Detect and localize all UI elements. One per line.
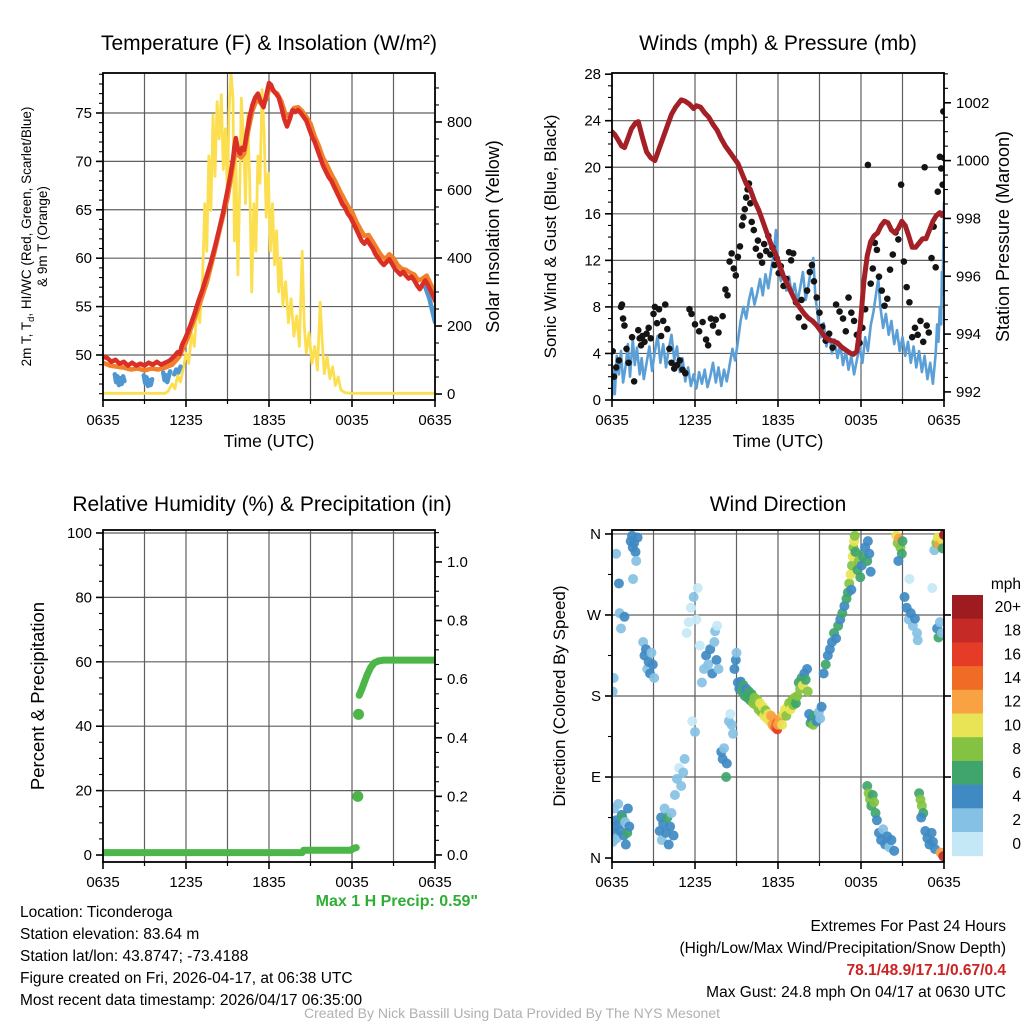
chart-title: Temperature (F) & Insolation (W/m²) [100,32,438,55]
svg-text:1835: 1835 [761,874,795,891]
svg-text:0635: 0635 [927,874,961,891]
svg-text:4: 4 [592,345,601,363]
svg-text:200: 200 [447,318,473,336]
svg-text:18: 18 [1003,622,1021,640]
svg-text:0635: 0635 [927,412,961,429]
svg-text:& 9m T (Orange): & 9m T (Orange) [35,186,50,287]
svg-text:1.0: 1.0 [447,553,468,571]
svg-text:0035: 0035 [335,412,369,429]
svg-text:65: 65 [75,201,92,219]
extremes-values: 78.1/48.9/17.1/0.67/0.4 [846,962,1006,979]
svg-text:0: 0 [83,847,92,865]
svg-text:8: 8 [592,298,601,316]
svg-text:1002: 1002 [956,94,990,112]
max-precip-note: Max 1 H Precip: 0.59" [315,893,478,910]
extremes-subtitle: (High/Low/Max Wind/Precipitation/Snow Depth) [679,940,1006,957]
svg-text:2: 2 [1012,812,1021,830]
svg-text:0635: 0635 [418,412,452,429]
svg-text:600: 600 [447,181,473,199]
svg-text:996: 996 [956,268,982,286]
svg-text:12: 12 [1003,693,1021,711]
svg-text:N: N [590,850,601,868]
svg-text:60: 60 [75,653,92,671]
max-gust: Max Gust: 24.8 mph On 04/17 at 0630 UTC [706,984,1006,1001]
speed-colorbar [952,576,1021,856]
svg-text:Time (UTC): Time (UTC) [223,431,315,451]
chart-title: Winds (mph) & Pressure (mb) [639,32,917,55]
extremes-title: Extremes For Past 24 Hours [810,918,1006,935]
svg-text:8: 8 [1012,741,1021,759]
svg-text:1235: 1235 [169,874,203,891]
series-precipitation-points [352,709,364,802]
station-location: Location: Ticonderoga [20,904,173,921]
panel-winds-mph-pressure-mb [541,32,1013,451]
svg-text:0.0: 0.0 [447,846,468,864]
svg-text:16: 16 [1003,646,1021,664]
svg-text:Direction (Colored By Speed): Direction (Colored By Speed) [550,585,569,807]
station-latlon: Station lat/lon: 43.8747; -73.4188 [20,948,249,965]
svg-text:992: 992 [956,383,982,401]
svg-text:10: 10 [1003,717,1021,735]
svg-text:0635: 0635 [595,412,629,429]
station-elevation: Station elevation: 83.64 m [20,926,200,943]
figure-created: Figure created on Fri, 2026-04-17, at 06:38 UTC [20,970,353,987]
svg-text:0635: 0635 [86,412,120,429]
panel-temperature-f-insolation-w-m [19,32,503,451]
svg-text:N: N [590,525,601,543]
svg-text:0: 0 [592,392,601,409]
svg-text:1235: 1235 [678,412,712,429]
svg-text:24: 24 [584,112,601,130]
panel-relative-humidity-precipitation-in [27,493,468,891]
chart-title: Wind Direction [709,493,847,516]
svg-text:20: 20 [584,159,601,177]
svg-text:0.8: 0.8 [447,612,468,630]
svg-text:Time (UTC): Time (UTC) [732,431,824,451]
svg-text:998: 998 [956,210,982,228]
svg-text:1000: 1000 [956,152,990,170]
svg-text:1835: 1835 [761,412,795,429]
svg-text:W: W [586,606,601,624]
svg-text:0035: 0035 [844,874,878,891]
chart-title: Relative Humidity (%) & Precipitation (in) [72,493,452,516]
svg-text:0035: 0035 [335,874,369,891]
svg-text:0: 0 [1012,835,1021,853]
svg-text:1835: 1835 [252,874,286,891]
svg-text:0035: 0035 [844,412,878,429]
svg-text:70: 70 [75,153,92,171]
svg-text:Sonic Wind & Gust (Blue, Black: Sonic Wind & Gust (Blue, Black) [541,114,560,359]
svg-text:60: 60 [75,250,92,268]
svg-text:1235: 1235 [678,874,712,891]
svg-text:E: E [590,769,601,787]
svg-text:40: 40 [75,718,92,736]
svg-text:994: 994 [956,326,982,344]
svg-text:800: 800 [447,113,473,131]
svg-text:1835: 1835 [252,412,286,429]
svg-text:6: 6 [1012,764,1021,782]
svg-text:100: 100 [66,524,92,542]
svg-text:12: 12 [584,252,601,270]
svg-text:0635: 0635 [595,874,629,891]
series-wind-chill [115,287,435,386]
svg-text:0635: 0635 [418,874,452,891]
svg-text:20+: 20+ [994,598,1021,616]
svg-text:Station Pressure (Maroon): Station Pressure (Maroon) [993,130,1013,343]
data-timestamp: Most recent data timestamp: 2026/04/17 06:35:00 [20,992,363,1009]
svg-text:55: 55 [75,298,92,316]
svg-text:16: 16 [584,205,601,223]
svg-text:0.4: 0.4 [447,729,468,747]
svg-text:0: 0 [447,386,456,404]
svg-text:2m T, Td, HI/WC (Red, Green, S: 2m T, $T_d$, HI/WC (Red, Green, Scarlet/Blue) [19,106,37,367]
svg-text:S: S [590,688,601,705]
panel-wind-direction [550,493,1021,891]
svg-text:75: 75 [75,104,92,122]
svg-text:14: 14 [1003,669,1021,687]
svg-text:20: 20 [75,782,92,800]
svg-text:0635: 0635 [86,874,120,891]
svg-text:1235: 1235 [169,412,203,429]
svg-text:50: 50 [75,346,92,364]
svg-text:Percent & Precipitation: Percent & Precipitation [27,601,48,791]
svg-text:mph: mph [990,576,1021,593]
svg-text:28: 28 [584,66,601,84]
svg-text:Solar Insolation (Yellow): Solar Insolation (Yellow) [483,140,503,333]
credit-line: Created By Nick Bassill Using Data Provided By The NYS Mesonet [303,1005,721,1021]
svg-text:0.2: 0.2 [447,788,468,806]
svg-text:4: 4 [1012,788,1021,806]
svg-text:0.6: 0.6 [447,671,468,689]
svg-text:80: 80 [75,589,92,607]
svg-text:400: 400 [447,249,473,267]
